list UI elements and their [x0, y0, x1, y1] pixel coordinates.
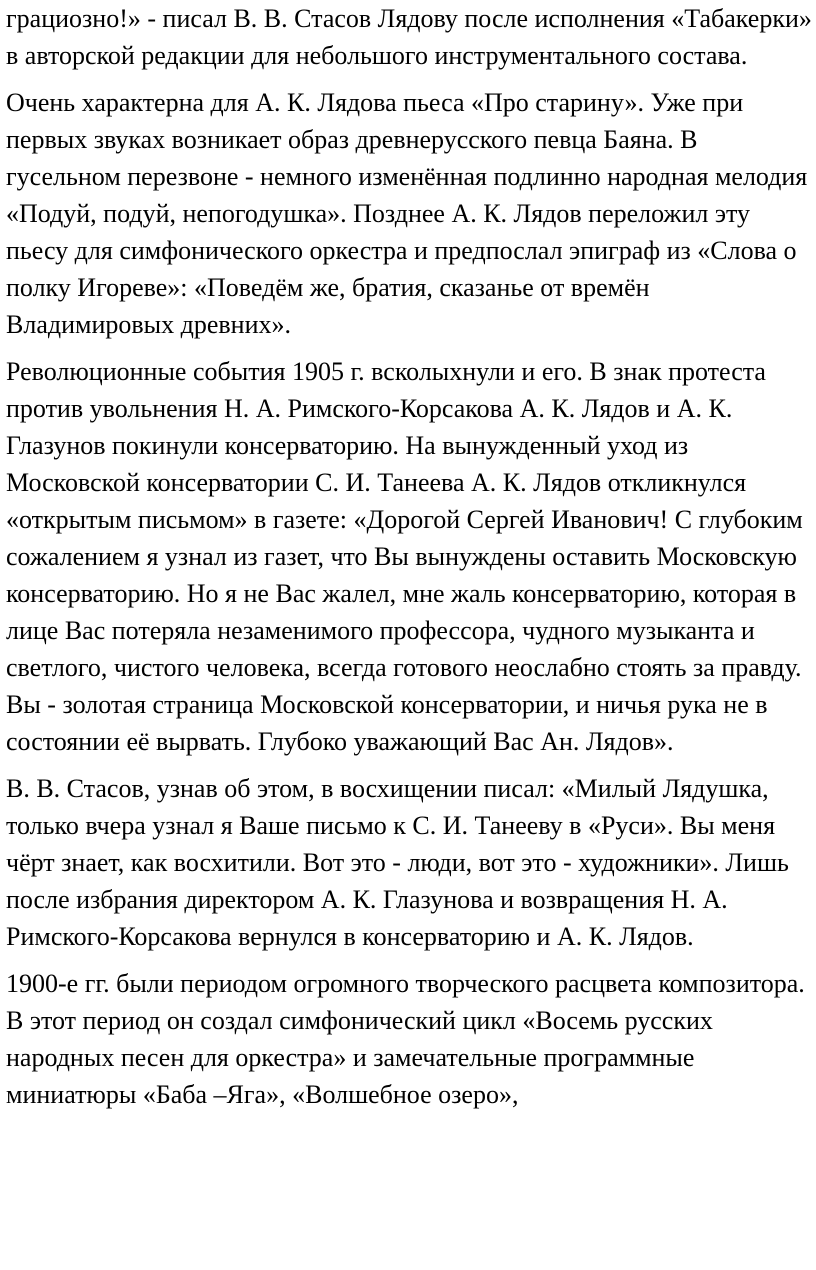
paragraph-pro-starinu: Очень характерна для А. К. Лядова пьеса «Про старину». Уже при первых звуках возникает образ древнерусского певца Баяна. В гусельном перезвоне - немного изменённая подлинно народная мелодия «Подуй, подуй, непогодушка». Позднее А. К. Лядов переложил эту пьесу для симфонического оркестра и предпослал эпиграф из «Слова о полку Игореве»: «Поведём же, братия, сказанье от времён Владимировых древних». — [6, 88, 808, 339]
paragraph-revolution-1905: Революционные события 1905 г. всколыхнули и его. В знак протеста против увольнения Н. А. Римского-Корсакова А. К. Лядов и А. К. Глазунов покинули консерваторию. На вынужденный уход из Московской консерватории С. И. Танеева А. К. Лядов откликнулся «открытым письмом» в газете: «Дорогой Сергей Иванович! С глубоким сожалением я узнал из газет, что Вы вынуждены оставить Московскую консерваторию. Но я не Вас жалел, мне жаль консерваторию, которая в лице Вас потеряла незаменимого профессора, чудного музыканта и светлого, чистого человека, всегда готового неослабно стоять за правду. Вы - золотая страница Московской консерватории, и ничья рука не в состоянии её вырвать. Глубоко уважающий Вас Ан. Лядов». — [6, 357, 803, 756]
paragraph-1900s-period: 1900-е гг. были периодом огромного творческого расцвета композитора. В этот период он создал симфонический цикл «Восемь русских народных песен для оркестра» и замечательные программные миниатюры «Баба –Яга», «Волшебное озеро», — [6, 969, 805, 1109]
paragraph-stasov-quote: грациозно!» - писал В. В. Стасов Лядову после исполнения «Табакерки» в авторской редакции для небольшого инструментального состава. — [6, 4, 812, 70]
paragraph-stasov-reaction: В. В. Стасов, узнав об этом, в восхищении писал: «Милый Лядушка, только вчера узнал я Ваше письмо к С. И. Танееву в «Руси». Вы меня чёрт знает, как восхитили. Вот это - люди, вот это - художники». Лишь после избрания директором А. К. Глазунова и возвращения Н. А. Римского-Корсакова вернулся в консерваторию и А. К. Лядов. — [6, 774, 789, 951]
document-page — [6, 0, 812, 1113]
